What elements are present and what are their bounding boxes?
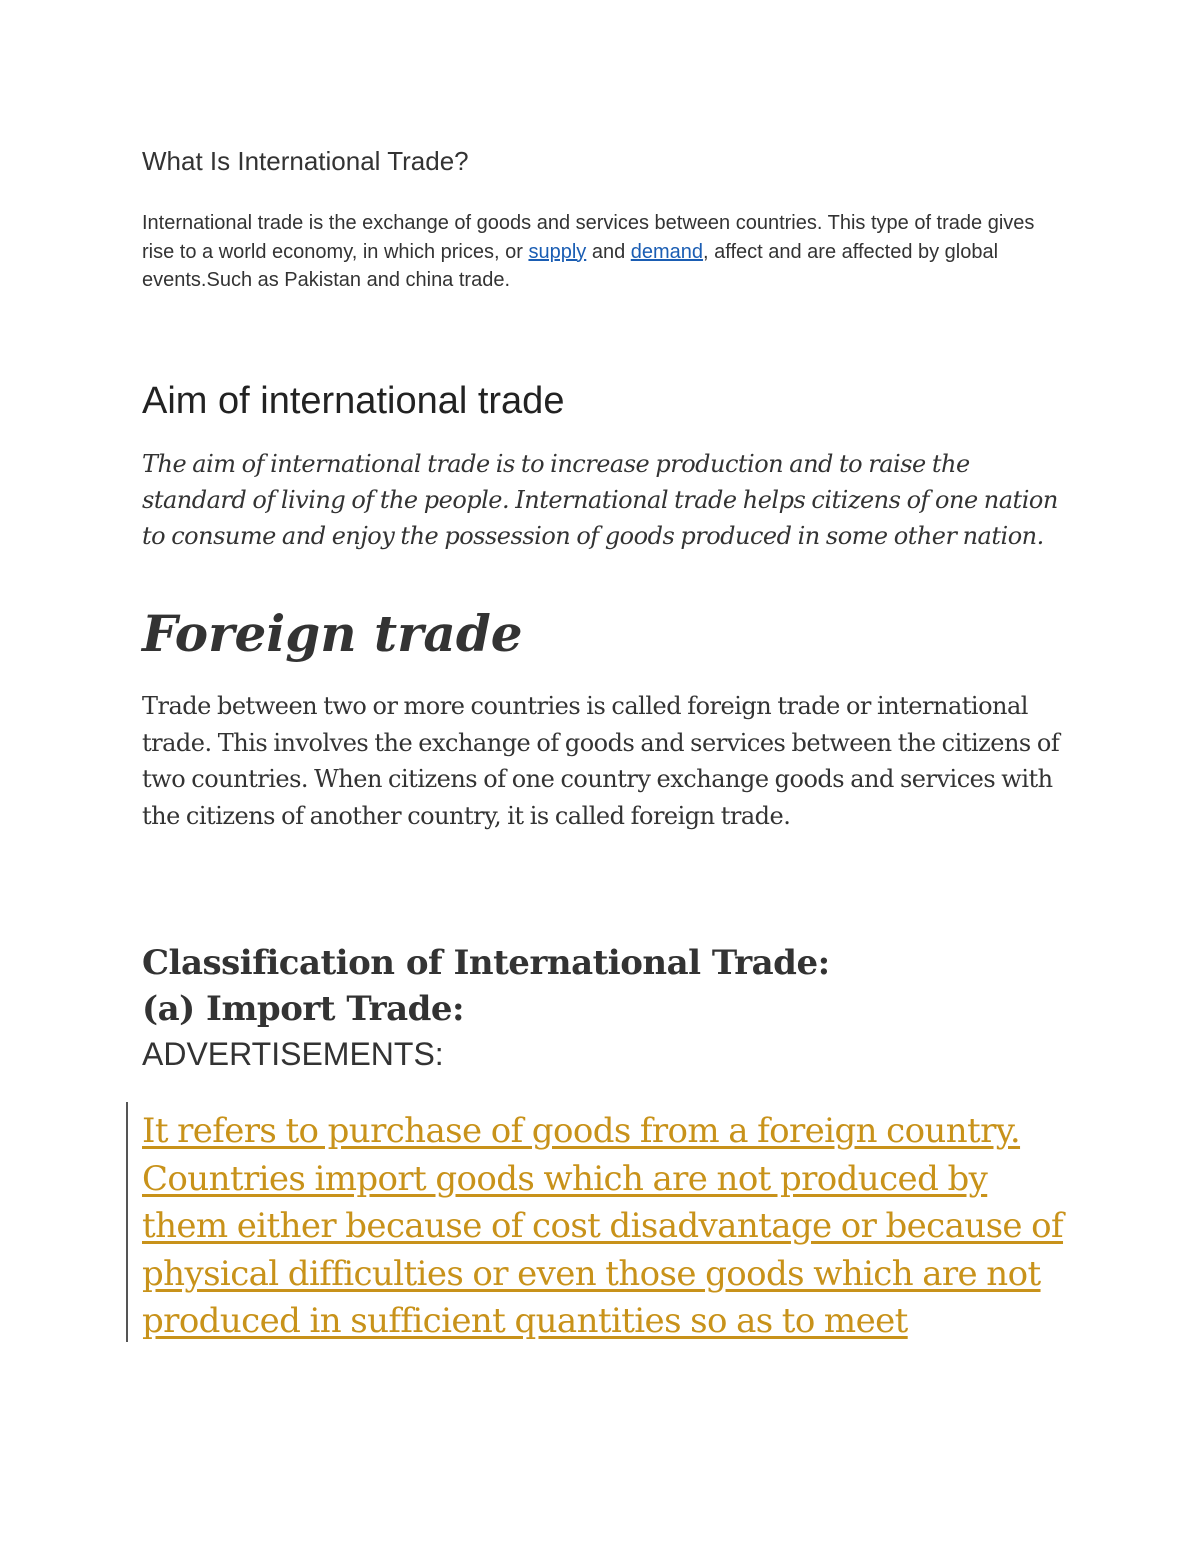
demand-link[interactable]: demand (630, 240, 704, 263)
intro-text-part3: , affect and are affected by global events.Such as Pakistan and china trade. (142, 240, 999, 291)
section-title-what-is: What Is International Trade? (142, 146, 469, 176)
change-bar (126, 1102, 128, 1342)
intro-text-part1: International trade is the exchange of goods and services between countries. This type of trade gives rise to a world economy, in which prices, or (142, 212, 1035, 263)
intro-paragraph (142, 209, 1062, 295)
classification-heading: Classification of International Trade: (142, 943, 830, 983)
import-trade-subheading: (a) Import Trade: (142, 989, 465, 1029)
classification-heading-block (142, 940, 830, 1032)
import-trade-paragraph: It refers to purchase of goods from a foreign country. Countries import goods which are not produced by them either because of cost disadvantage or because of physical difficulties or even those goods which are not produced in sufficient quantities so as to meet (142, 1111, 1064, 1341)
aim-heading: Aim of international trade (142, 380, 565, 422)
intro-text-part2: and (586, 240, 631, 263)
foreign-trade-heading: Foreign trade (142, 604, 523, 663)
aim-paragraph: The aim of international trade is to increase production and to raise the standard of living of the people. International trade helps citizens of one nation to consume and enjoy the possession of goods produced in some other nation. (142, 450, 1058, 550)
supply-link[interactable]: supply (528, 240, 587, 263)
foreign-trade-paragraph: Trade between two or more countries is called foreign trade or international trade. This involves the exchange of goods and services between the citizens of two countries. When citizens of one country exchange goods and services with the citizens of another country, it is called foreign trade. (142, 692, 1060, 830)
advertisements-label: ADVERTISEMENTS: (142, 1036, 444, 1072)
